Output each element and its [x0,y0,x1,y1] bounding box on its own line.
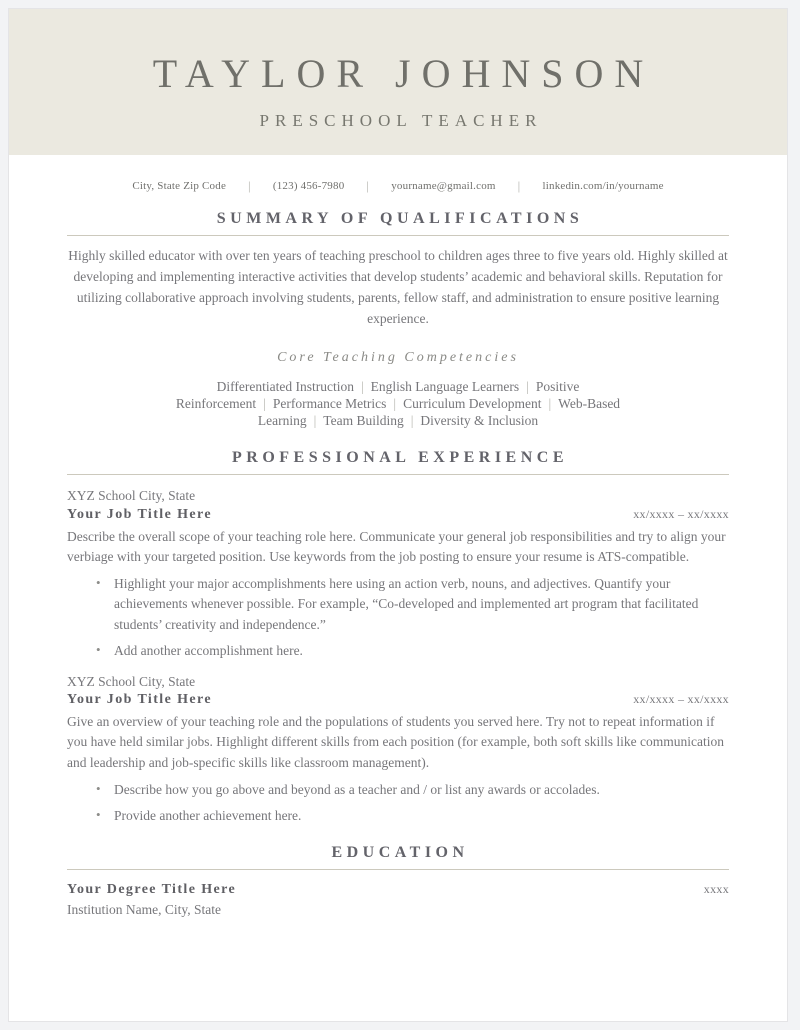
job-title: Your Job Title Here [67,692,212,708]
job-company: XYZ School City, State [67,488,196,504]
education-entry [67,881,729,920]
job-title: Your Job Title Here [67,506,212,522]
education-title-row [67,881,729,900]
competency-separator: | [313,413,317,429]
contact-location: City, State Zip Code [132,179,227,192]
resume-header-band [9,9,787,155]
job-description: Give an overview of your teaching role and the populations of students you served here. Try not to repeat information if you have held similar jobs. Highlight different skills from each position (for example, both soft skills like communication and leadership and job-specific skills like classroom management). [67,714,725,770]
job-bullet-list [67,574,729,661]
competency-item: Performance Metrics [272,395,387,411]
job-dates: xx/xxxx – xx/xxxx [633,692,729,707]
competency-separator: | [548,395,552,411]
competency-separator: | [410,413,414,429]
competency-item: English Language Learners [370,378,520,394]
job-title-row [67,506,729,525]
experience-divider [67,474,729,475]
contact-phone[interactable]: (123) 456-7980 [272,179,345,192]
competency-item: Curriculum Development [403,395,542,411]
competencies-list [158,378,638,430]
competency-separator: | [393,395,397,411]
education-divider [67,869,729,870]
competency-item: Web-Based Learning [257,395,621,429]
education-year: xxxx [703,882,729,897]
experience-jobs [67,487,729,826]
experience-heading: PROFESSIONAL EXPERIENCE [232,449,568,467]
summary-heading: SUMMARY OF QUALIFICATIONS [216,210,584,227]
experience-section [67,449,729,826]
competency-item: Differentiated Instruction [216,378,354,394]
resume-page [8,8,788,1022]
contact-email[interactable]: yourname@gmail.com [391,179,496,192]
experience-entry [67,487,729,661]
competency-separator: | [526,378,529,394]
education-entries [67,881,729,920]
contact-row [67,179,729,192]
job-company: XYZ School City, State [67,674,196,690]
job-bullet: • Describe how you go above and beyond as a teacher and / or list any awards or accolades. [114,780,729,800]
job-bullet-list [67,780,729,827]
experience-entry [67,673,729,826]
competencies-title: Core Teaching Competencies [277,349,519,365]
competency-separator: | [360,378,364,394]
competency-item: Team Building [323,413,404,429]
competency-item: Positive Reinforcement [175,378,580,411]
summary-text: Highly skilled educator with over ten years of teaching preschool to children ages three to five years old. Highly skilled at developing and implementing interactive activities that develop students’ academic and behavioral skills. Reputation for utilizing collaborative approach involving students, parents, fellow staff, and administration to ensure positive learning experience. [68,248,728,326]
education-degree: Your Degree Title Here [67,882,237,898]
contact-separator-3: | [517,178,521,193]
job-bullet: • Add another accomplishment here. [114,641,729,661]
competency-item: Diversity & Inclusion [420,413,539,429]
education-section [67,844,729,920]
candidate-job-title: PRESCHOOL TEACHER [259,111,543,130]
contact-separator-2: | [366,178,370,193]
job-dates: xx/xxxx – xx/xxxx [633,506,729,521]
candidate-name: TAYLOR JOHNSON [152,51,655,96]
job-description: Describe the overall scope of your teaching role here. Communicate your general job responsibilities and try to align your verbiage with your targeted position. Use keywords from the job posting to ensure your resume is ATS-compatible. [67,528,726,564]
contact-linkedin[interactable]: linkedin.com/in/yourname [542,179,664,192]
contact-separator-1: | [248,178,251,193]
education-heading: EDUCATION [331,844,469,862]
competencies-section [67,350,729,430]
education-institution: Institution Name, City, State [67,902,221,918]
resume-body [9,179,787,920]
job-title-row [67,691,729,710]
job-bullet: • Highlight your major accomplishments here using an action verb, nouns, and adjectives. Quantify your achievements whenever possible. For example, “Co-developed and implemented art program that facilitated students’ creativity and independence.” [114,574,729,635]
job-bullet: • Provide another achievement here. [114,806,729,826]
summary-divider [67,235,729,236]
competency-separator: | [263,395,266,411]
summary-section [67,210,729,330]
